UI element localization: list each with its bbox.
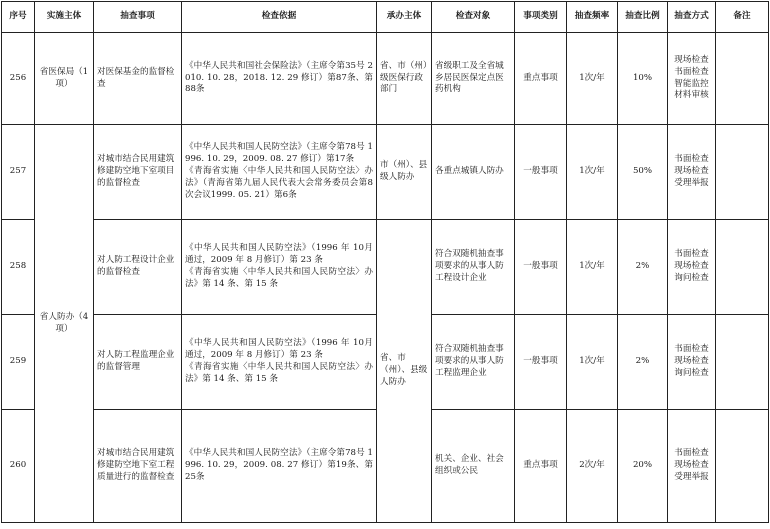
row-note xyxy=(716,125,769,220)
row-category: 一般事项 xyxy=(515,125,567,220)
table-row xyxy=(2,33,769,125)
row-ratio: 10% xyxy=(618,33,668,125)
header-subject: 实施主体 xyxy=(35,2,94,33)
header-handler: 承办主体 xyxy=(377,2,432,33)
header-frequency: 抽查频率 xyxy=(567,2,618,33)
row-handler: 省、市（州）、县级人防办 xyxy=(377,220,432,523)
row-category: 重点事项 xyxy=(515,410,567,523)
header-row xyxy=(2,2,769,33)
row-method: 书面检查现场检查受理举报 xyxy=(668,125,716,220)
row-subject: 省人防办（4项） xyxy=(35,125,94,523)
row-frequency: 1次/年 xyxy=(567,125,618,220)
row-note xyxy=(716,220,769,315)
row-method: 现场检查书面检查智能监控材料审核 xyxy=(668,33,716,125)
row-item: 对人防工程设计企业的监督检查 xyxy=(94,220,182,315)
row-ratio: 50% xyxy=(618,125,668,220)
row-ratio: 2% xyxy=(618,315,668,410)
row-target: 各重点城镇人防办 xyxy=(432,125,515,220)
row-method: 书面检查现场检查询问检查 xyxy=(668,220,716,315)
row-method: 书面检查现场检查询问检查 xyxy=(668,315,716,410)
header-category: 事项类别 xyxy=(515,2,567,33)
row-target: 符合双随机抽查事项要求的从事人防工程监理企业 xyxy=(432,315,515,410)
header-target: 检查对象 xyxy=(432,2,515,33)
row-num: 258 xyxy=(2,220,35,315)
row-basis: 《中华人民共和国人民防空法》（1996 年 10月通过，2009 年 8 月修订）第 23 条 《青海省实施〈中华人民共和国人民防空法〉办法》第 14 条、第 15 条 xyxy=(182,315,377,410)
row-category: 一般事项 xyxy=(515,315,567,410)
row-frequency: 1次/年 xyxy=(567,315,618,410)
row-item: 对城市结合民用建筑修建防空地下室项目的监督检查 xyxy=(94,125,182,220)
row-num: 256 xyxy=(2,33,35,125)
row-ratio: 2% xyxy=(618,220,668,315)
row-method: 书面检查现场检查受理举报 xyxy=(668,410,716,523)
inspection-table xyxy=(1,1,769,523)
row-target: 符合双随机抽查事项要求的从事人防工程设计企业 xyxy=(432,220,515,315)
row-item: 对人防工程监理企业的监督管理 xyxy=(94,315,182,410)
row-note xyxy=(716,315,769,410)
row-note xyxy=(716,33,769,125)
row-item: 对城市结合民用建筑修建防空地下室工程质量进行的监督检查 xyxy=(94,410,182,523)
header-item: 抽查事项 xyxy=(94,2,182,33)
header-basis: 检查依据 xyxy=(182,2,377,33)
row-frequency: 1次/年 xyxy=(567,33,618,125)
header-method: 抽查方式 xyxy=(668,2,716,33)
row-category: 一般事项 xyxy=(515,220,567,315)
row-num: 259 xyxy=(2,315,35,410)
row-target: 机关、企业、社会组织或公民 xyxy=(432,410,515,523)
row-num: 260 xyxy=(2,410,35,523)
row-subject: 省医保局（1项） xyxy=(35,33,94,125)
table-row xyxy=(2,125,769,220)
row-basis: 《中华人民共和国人民防空法》（主席令第78号 1996. 10. 29，2009. 08. 27 修订）第19条、第25条 xyxy=(182,410,377,523)
row-handler: 市（州）、县级人防办 xyxy=(377,125,432,220)
row-note xyxy=(716,410,769,523)
row-item: 对医保基金的监督检查 xyxy=(94,33,182,125)
row-basis: 《中华人民共和国社会保险法》（主席令第35号 2010. 10. 28，2018. 12. 29 修订）第87条、第88条 xyxy=(182,33,377,125)
header-note: 备注 xyxy=(716,2,769,33)
row-frequency: 1次/年 xyxy=(567,220,618,315)
row-handler: 省、市（州）级医保行政部门 xyxy=(377,33,432,125)
row-num: 257 xyxy=(2,125,35,220)
row-target: 省级职工及全省城乡居民医保定点医药机构 xyxy=(432,33,515,125)
row-frequency: 2次/年 xyxy=(567,410,618,523)
row-basis: 《中华人民共和国人民防空法》（1996 年 10月通过，2009 年 8 月修订）第 23 条 《青海省实施〈中华人民共和国人民防空法〉办法》第 14 条、第 15 条 xyxy=(182,220,377,315)
row-category: 重点事项 xyxy=(515,33,567,125)
table-row xyxy=(2,220,769,315)
row-basis: 《中华人民共和国人民防空法》（主席令第78号 1996. 10. 29，2009. 08. 27 修订）第17条 《青海省实施〈中华人民共和国人民防空法〉办法》（青海省第九届人民代表大会常务委员会第8次会议1999. 05. 21）第6条 xyxy=(182,125,377,220)
row-ratio: 20% xyxy=(618,410,668,523)
header-num: 序号 xyxy=(2,2,35,33)
header-ratio: 抽查比例 xyxy=(618,2,668,33)
